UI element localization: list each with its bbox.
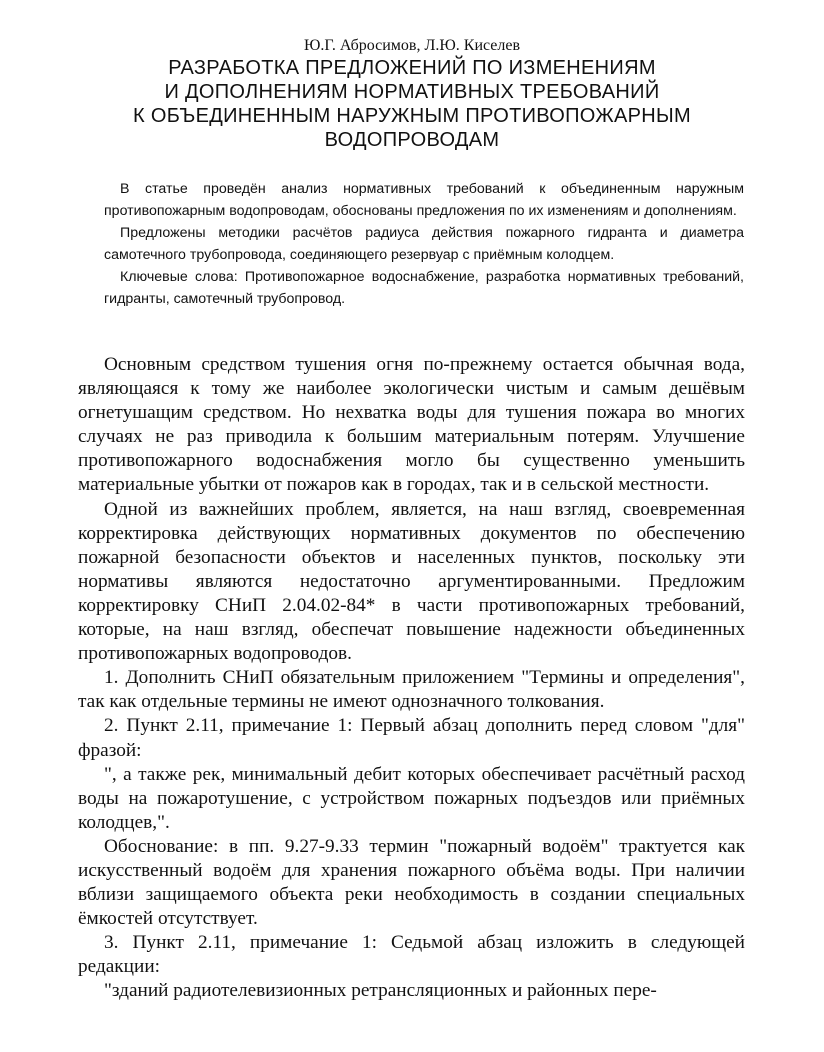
keywords: Ключевые слова: Противопожарное водоснабжение, разработка нормативных требований, гидранты, самотечный трубопровод. [104, 269, 744, 307]
title-line: ВОДОПРОВОДАМ [324, 129, 500, 151]
body-paragraph: 3. Пункт 2.11, примечание 1: Седьмой абзац изложить в следующей редакции: [78, 932, 745, 978]
body-paragraph: Одной из важнейших проблем, является, на наш взгляд, своевременная корректировка действующих нормативных документов по обеспечению пожарной безопасности объектов и населенных пунктов, поскольку эти нормативы являются недостаточно аргументированными. Предложим корректировку СНиП 2.04.02-84* в части противопожарных требований, которые, на наш взгляд, обеспечат повышение надежности объединенных противопожарных водопроводов. [78, 498, 745, 665]
body-paragraph: ", а также рек, минимальный дебит которых обеспечивает расчётный расход воды на пожаротушение, с устройством пожарных подъездов или приёмных колодцев,". [78, 763, 745, 833]
abstract [104, 178, 744, 310]
paper-title [80, 56, 744, 152]
body-text [78, 353, 745, 1004]
title-line: РАЗРАБОТКА ПРЕДЛОЖЕНИЙ ПО ИЗМЕНЕНИЯМ [168, 57, 656, 79]
title-line: И ДОПОЛНЕНИЯМ НОРМАТИВНЫХ ТРЕБОВАНИЙ [164, 81, 660, 103]
body-paragraph: Основным средством тушения огня по-прежнему остается обычная вода, являющаяся к тому же наиболее экологически чистым и самым дешёвым огнетушащим средством. Но нехватка воды для тушения пожара во многих случаях не раз приводила к большим материальным потерям. Улучшение противопожарного водоснабжения могло бы существенно уменьшить материальные убытки от пожаров как в городах, так и в сельской местности. [78, 354, 745, 496]
abstract-paragraph: Предложены методики расчётов радиуса действия пожарного гидранта и диаметра самотечного трубопровода, соединяющего резервуар с приёмным колодцем. [104, 225, 744, 263]
body-paragraph: "зданий радиотелевизионных ретрансляционных и районных пере- [104, 980, 657, 1002]
abstract-paragraph: В статье проведён анализ нормативных требований к объединенным наружным противопожарным водопроводам, обоснованы предложения по их изменениям и дополнениям. [104, 181, 744, 219]
authors: Ю.Г. Абросимов, Л.Ю. Киселев [303, 37, 521, 54]
title-line: К ОБЪЕДИНЕННЫМ НАРУЖНЫМ ПРОТИВОПОЖАРНЫМ [133, 105, 691, 127]
body-paragraph: 1. Дополнить СНиП обязательным приложением "Термины и определения", так как отдельные термины не имеют однозначного толкования. [78, 667, 745, 713]
body-paragraph: 2. Пункт 2.11, примечание 1: Первый абзац дополнить перед словом "для" фразой: [78, 715, 745, 761]
body-paragraph: Обоснование: в пп. 9.27-9.33 термин "пожарный водоём" трактуется как искусственный водоём для хранения пожарного объёма воды. При наличии вблизи защищаемого объекта реки необходимость в создании специальных ёмкостей отсутствует. [78, 835, 745, 930]
